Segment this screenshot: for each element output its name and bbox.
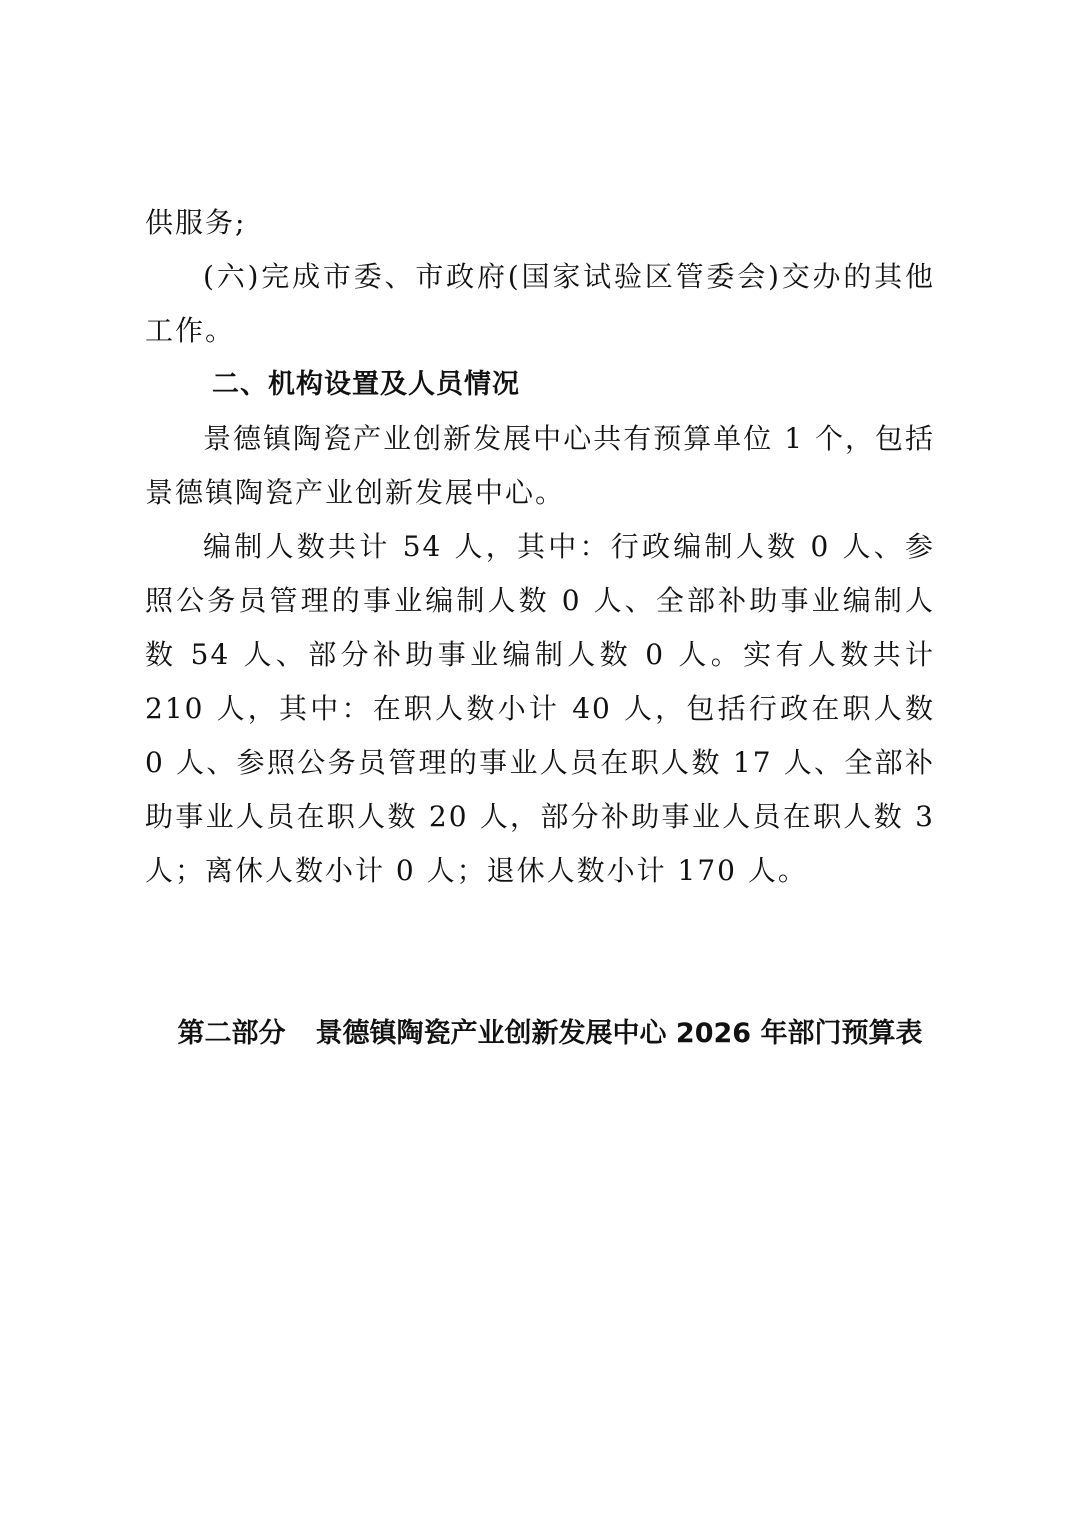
part-title [145, 1008, 955, 1060]
paragraph-staffing: 编制人数共计 54 人，其中：行政编制人数 0 人、参照公务员管理的事业编制人数 0 人、全部补助事业编制人数 54 人、部分补助事业编制人数 0 人。实有人数共计 210 人，其中：在职人数小计 40 人，包括行政在职人数 0 人、参照公务员管理的事业人员在职人数 17 人、全部补助事业人员在职人数 20 人，部分补助事业人员在职人数 3 人；离休人数小计 0 人；退休人数小计 170 人。 [145, 530, 935, 887]
part-label: 第二部分 [177, 1018, 286, 1049]
paragraph-budget-units: 景德镇陶瓷产业创新发展中心共有预算单位 1 个，包括景德镇陶瓷产业创新发展中心。 [145, 422, 935, 509]
section-heading: 二、机构设置及人员情况 [212, 369, 520, 400]
paragraph-continuation: 供服务; [145, 206, 247, 239]
paragraph-item-6: (六)完成市委、市政府(国家试验区管委会)交办的其他工作。 [145, 260, 935, 347]
part-title-text: 景德镇陶瓷产业创新发展中心 2026 年部门预算表 [315, 1018, 923, 1049]
